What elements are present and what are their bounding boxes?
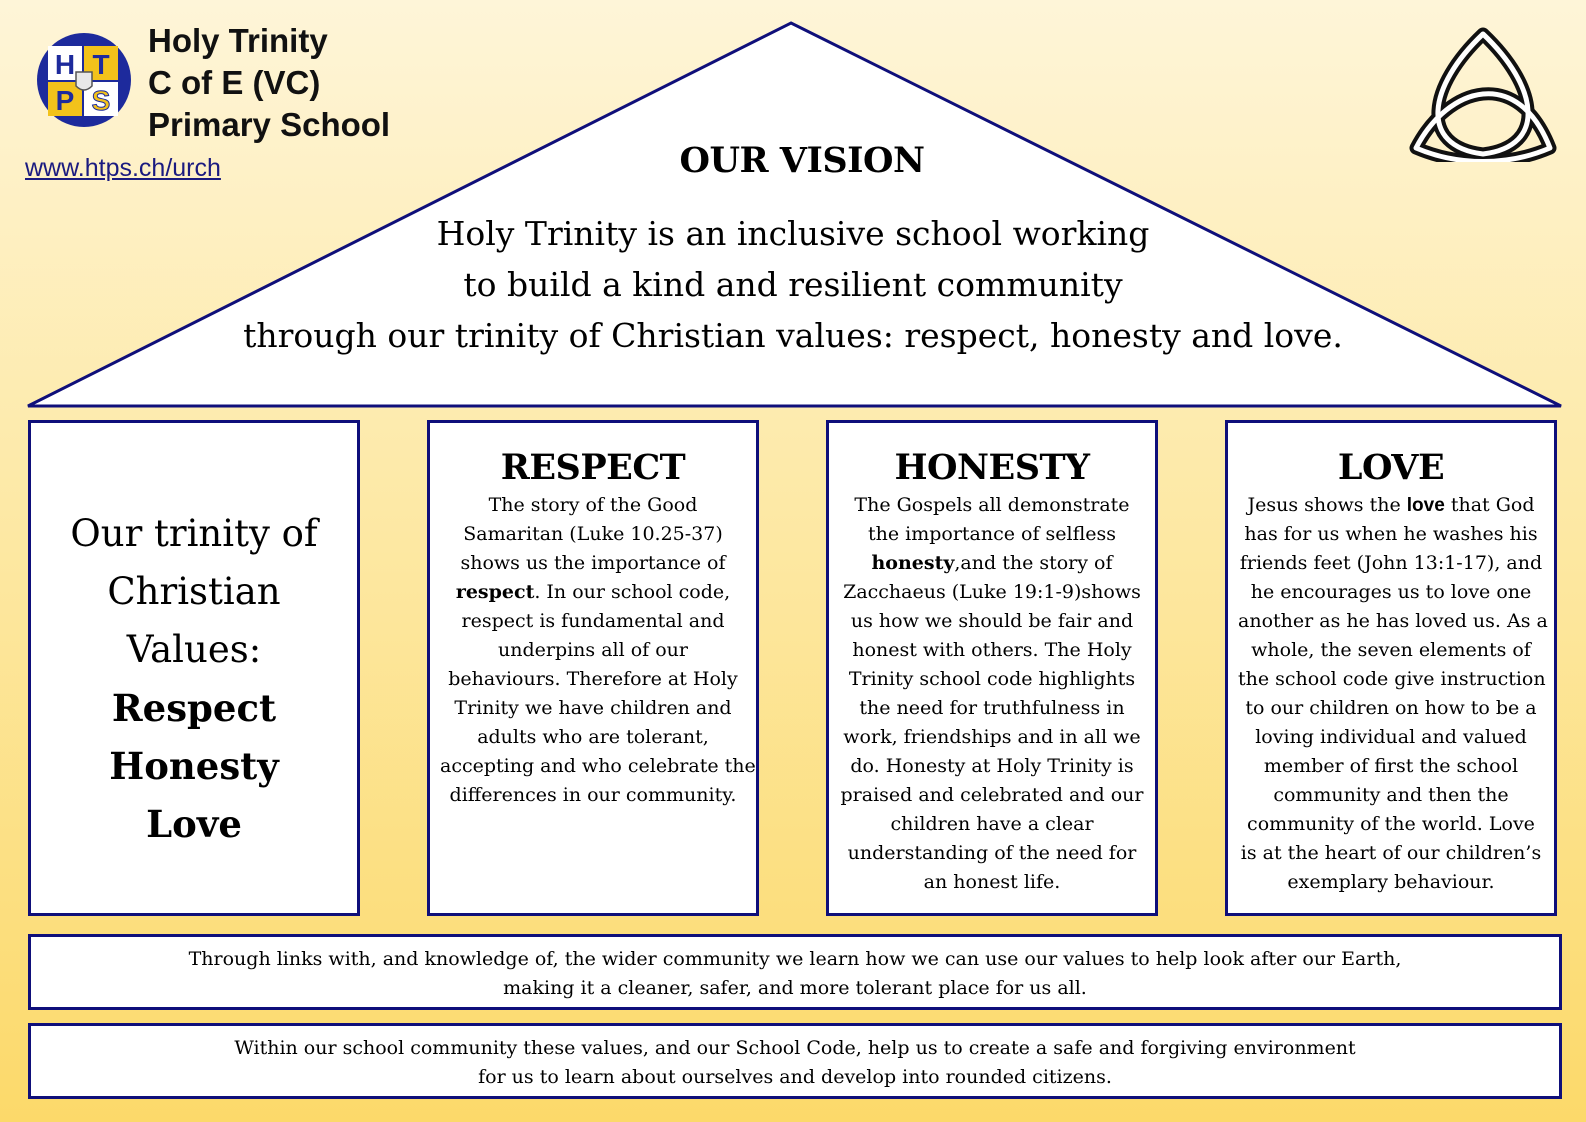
vision-line: Holy Trinity is an inclusive school working <box>436 214 1150 253</box>
earth-band-line: Through links with, and knowledge of, the wider community we learn how we can use our values to help look after our Earth, <box>188 948 1402 970</box>
respect-line: adults who are tolerant, <box>477 726 709 748</box>
love-line: community and then the <box>1273 784 1509 806</box>
love-heading: LOVE <box>1337 447 1445 488</box>
website-link[interactable]: www.htps.ch/urch <box>25 154 221 182</box>
respect-line: respect. In our school code, <box>455 581 731 603</box>
honesty-line: Zacchaeus (Luke 19:1-9)shows <box>843 581 1141 603</box>
respect-line: The story of the Good <box>488 494 698 516</box>
respect-line: Samaritan (Luke 10.25-37) <box>463 523 723 545</box>
love-line: loving individual and valued <box>1255 726 1527 748</box>
respect-keyword: respect <box>455 581 535 603</box>
respect-line: Trinity we have children and <box>454 697 732 719</box>
values-summary-pillar <box>28 420 360 916</box>
summary-value-respect: Respect <box>111 686 277 730</box>
honesty-line: us how we should be fair and <box>850 610 1134 632</box>
love-keyword: love <box>1406 495 1445 516</box>
love-line: to our children on how to be a <box>1245 697 1537 719</box>
vision-heading: OUR VISION <box>679 140 925 181</box>
honesty-line: work, friendships and in all we <box>843 726 1141 748</box>
respect-line: accepting and who celebrate the <box>440 755 756 777</box>
honesty-line: honest with others. The Holy <box>852 639 1132 661</box>
respect-pillar <box>427 420 759 916</box>
honesty-line: the need for truthfulness in <box>859 697 1125 719</box>
honesty-line: children have a clear <box>890 813 1094 835</box>
respect-line: behaviours. Therefore at Holy <box>448 668 738 690</box>
honesty-keyword: honesty <box>871 552 955 574</box>
summary-intro-line: Values: <box>126 628 262 671</box>
honesty-pillar <box>826 420 1158 916</box>
respect-body <box>430 491 756 810</box>
honesty-line: an honest life. <box>923 871 1061 893</box>
honesty-line: understanding of the need for <box>847 842 1137 864</box>
love-line: whole, the seven elements of <box>1251 639 1531 661</box>
vision-statement <box>0 208 1586 361</box>
vision-line: through our trinity of Christian values: respect, honesty and love. <box>243 316 1343 355</box>
summary-intro-line: Christian <box>107 570 281 613</box>
school-name-line: C of E (VC) <box>148 64 321 101</box>
school-name-line: Holy Trinity <box>148 22 328 59</box>
vision-line: to build a kind and resilient community <box>463 265 1123 304</box>
honesty-line: praised and celebrated and our <box>840 784 1144 806</box>
love-body <box>1228 491 1554 897</box>
summary-intro-line: Our trinity of <box>70 512 318 555</box>
love-line: is at the heart of our children’s <box>1240 842 1542 864</box>
honesty-line: honesty,and the story of <box>871 552 1113 574</box>
logo-letter: P <box>55 85 75 116</box>
honesty-line: do. Honesty at Holy Trinity is <box>850 755 1134 777</box>
honesty-body <box>829 491 1155 897</box>
love-line: member of first the school <box>1263 755 1519 777</box>
love-line: friends feet (John 13:1-17), and <box>1239 552 1543 574</box>
respect-line: shows us the importance of <box>460 552 726 574</box>
respect-line: underpins all of our <box>497 639 689 661</box>
school-name-line: Primary School <box>148 106 391 143</box>
respect-line: differences in our community. <box>449 784 737 806</box>
summary-value-love: Love <box>146 802 242 846</box>
logo-letter: S <box>91 85 111 116</box>
honesty-line: Trinity school code highlights <box>848 668 1136 690</box>
summary-value-honesty: Honesty <box>109 744 279 788</box>
earth-band <box>28 934 1562 1010</box>
love-line: community of the world. Love <box>1247 813 1535 835</box>
honesty-heading: HONESTY <box>894 447 1090 488</box>
logo-letter: H <box>54 49 76 80</box>
love-line: exemplary behaviour. <box>1287 871 1495 893</box>
love-line: he encourages us to love one <box>1250 581 1532 603</box>
love-line: another as he has loved us. As a <box>1238 610 1548 632</box>
community-band-line: for us to learn about ourselves and develop into rounded citizens. <box>478 1066 1112 1088</box>
love-line: the school code give instruction <box>1238 668 1546 690</box>
earth-band-line: making it a cleaner, safer, and more tolerant place for us all. <box>503 977 1087 999</box>
school-name <box>148 20 390 146</box>
school-logo-icon <box>36 32 132 128</box>
love-line: Jesus shows the love that God <box>1247 494 1535 516</box>
love-pillar <box>1225 420 1557 916</box>
logo-letter: T <box>92 49 110 80</box>
honesty-line: the importance of selfless <box>867 523 1117 545</box>
respect-line: respect is fundamental and <box>461 610 725 632</box>
community-band <box>28 1023 1562 1099</box>
honesty-line: The Gospels all demonstrate <box>854 494 1130 516</box>
love-line: has for us when he washes his <box>1244 523 1538 545</box>
respect-heading: RESPECT <box>500 447 686 488</box>
community-band-line: Within our school community these values, and our School Code, help us to create a safe and forgiving environment <box>234 1037 1356 1059</box>
